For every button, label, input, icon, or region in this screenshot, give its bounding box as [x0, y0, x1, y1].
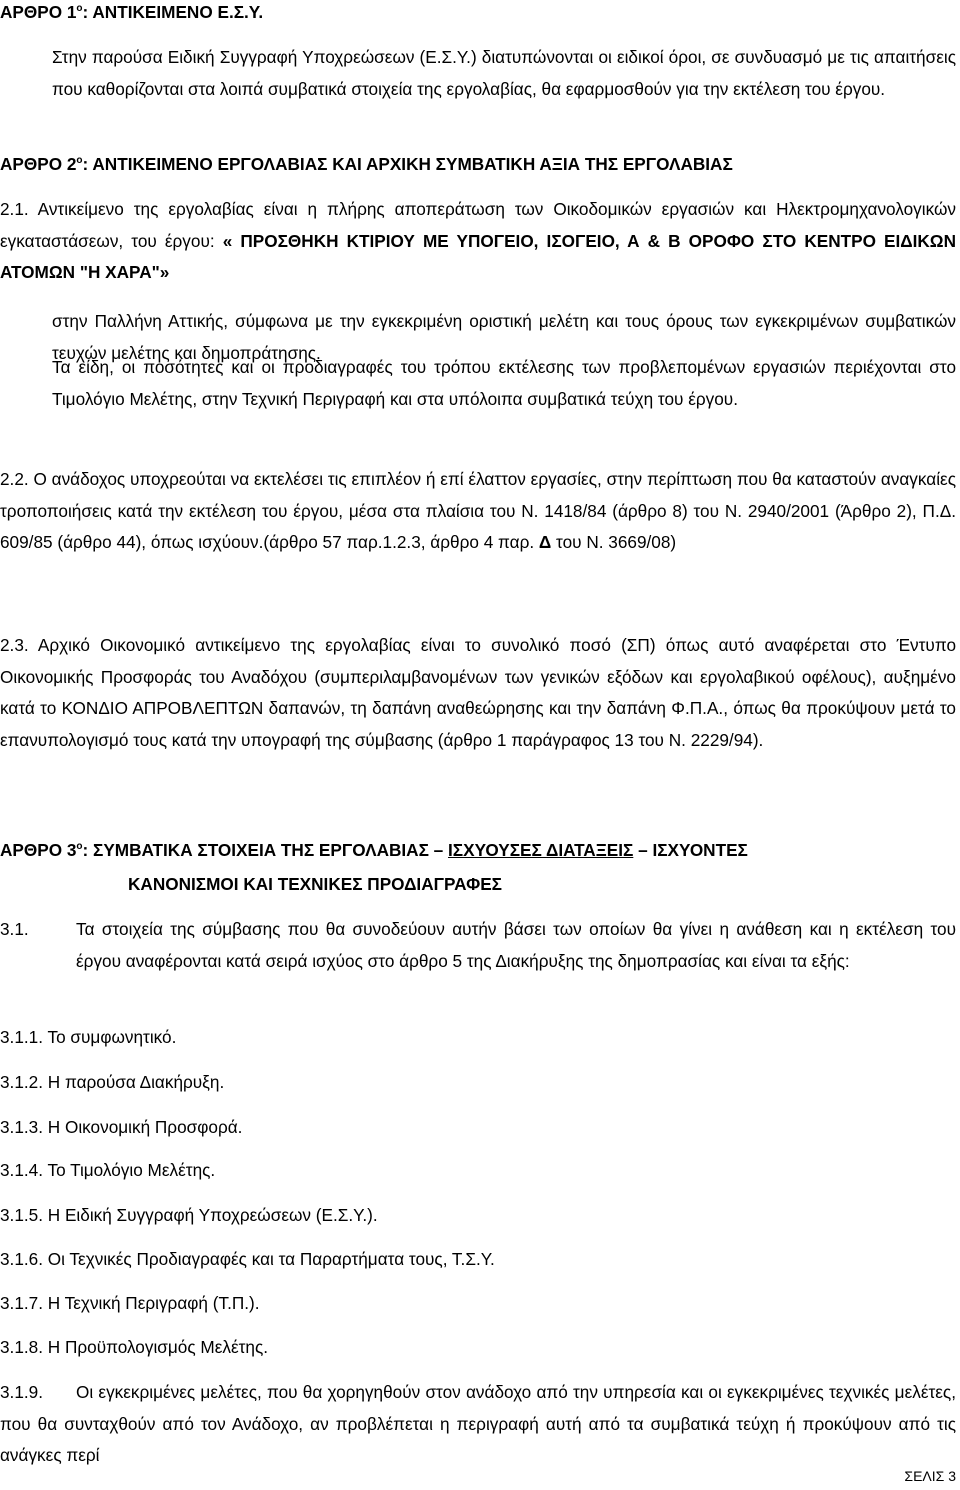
paragraph-number: 3.1.9.: [0, 1382, 44, 1402]
list-item: 3.1.6. Οι Τεχνικές Προδιαγραφές και τα Παραρτήματα τους, Τ.Σ.Υ.: [0, 1249, 495, 1269]
paragraph-2-1-items: Τα είδη, οι ποσότητες και οι προδιαγραφές του τρόπου εκτέλεσης των προβλεπομένων εργασιών περιέχονται στο Τιμολόγιο Μελέτης, στην Τεχνική Περιγραφή και στα υπόλοιπα συμβατικά τεύχη του έργου.: [52, 357, 956, 409]
paragraph-3-1-9-text: Οι εγκεκριμένες μελέτες, που θα χορηγηθούν στον ανάδοχο από την υπηρεσία και οι εγκεκριμένες τεχνικές μελέτες, που θα συνταχθούν από τον Ανάδοχο, αν προβλέπεται η περιγραφή αυτή από τα συμβατικά τεύχη ή προκύψουν από τις ανάγκες περί: [0, 1382, 956, 1465]
project-title: « ΠΡΟΣΘΗΚΗ ΚΤΙΡΙΟΥ ΜΕ ΥΠΟΓΕΙΟ, ΙΣΟΓΕΙΟ, Α & Β ΟΡΟΦΟ ΣΤΟ ΚΕΝΤΡΟ ΕΙΔΙΚΩΝ ΑΤΟΜΩΝ "Η ΧΑΡΑ"»: [0, 230, 956, 282]
article-3-heading: ΑΡΘΡΟ $3^o$: ΣΥΜΒΑΤΙΚΑ ΣΤΟΙΧΕΙΑ ΤΗΣ ΕΡΓΟΛΑΒΙΑΣ – ΙΣΧΥΟΥΣΕΣ ΔΙΑΤΑΞΕΙΣ – ΙΣΧΥΟΝΤΕΣ: [0, 840, 748, 860]
list-item: 3.1.1. Το συμφωνητικό.: [0, 1027, 177, 1047]
paragraph-3-1-text: Τα στοιχεία της σύμβασης που θα συνοδεύουν αυτήν βάσει των οποίων θα γίνει η ανάθεση και η εκτέλεση του έργου αναφέρονται κατά σειρά ισχύος στο άρθρο 5 της Διακήρυξης της δημοπρασίας και είναι τα εξής:: [76, 919, 956, 971]
article-1-paragraph: Στην παρούσα Ειδική Συγγραφή Υποχρεώσεων (Ε.Σ.Υ.) διατυπώνονται οι ειδικοί όροι, σε συνδυασμό με τις απαιτήσεις που καθορίζονται στα λοιπά συμβατικά στοιχεία της εργολαβίας, θα εφαρμοσθούν για την εκτέλεση του έργου.: [52, 47, 956, 99]
paragraph-2-1: 2.1. Αντικείμενο της εργολαβίας είναι η πλήρης αποπεράτωση των Οικοδομικών εργασιών και Ηλεκτρομηχανολογικών εγκαταστάσεων, του έργου: « ΠΡΟΣΘΗΚΗ ΚΤΙΡΙΟΥ ΜΕ ΥΠΟΓΕΙΟ, ΙΣΟΓΕΙΟ, Α & Β ΟΡΟΦΟ ΣΤΟ ΚΕΝΤΡΟ ΕΙΔΙΚΩΝ ΑΤΟΜΩΝ "Η ΧΑΡΑ"»: [0, 199, 956, 282]
list-item: 3.1.5. Η Ειδική Συγγραφή Υποχρεώσεων (Ε.Σ.Υ.).: [0, 1205, 378, 1225]
heading-dash: –: [638, 840, 648, 860]
article-1-heading: ΑΡΘΡΟ $1^o$: ΑΝΤΙΚΕΙΜΕΝΟ Ε.Σ.Υ.: [0, 2, 264, 22]
article-2-heading: ΑΡΘΡΟ $2^o$: ΑΝΤΙΚΕΙΜΕΝΟ ΕΡΓΟΛΑΒΙΑΣ ΚΑΙ ΑΡΧΙΚΗ ΣΥΜΒΑΤΙΚΗ ΑΞΙΑ ΤΗΣ ΕΡΓΟΛΑΒΙΑΣ: [0, 154, 733, 174]
page-number: ΣΕΛΙΣ 3: [904, 1468, 956, 1484]
heading-dash: –: [433, 840, 444, 860]
paragraph-2-2: 2.2. Ο ανάδοχος υποχρεούται να εκτελέσει τις επιπλέον ή επί έλαττον εργασίες, στην περίπτωση που θα καταστούν αναγκαίες τροποποιήσεις κατά την εκτέλεση του έργου, μέσα στα πλαίσια του Ν. 1418/84 (άρθρο 8) του Ν. 2940/2001 (Άρθρο 2), Π.Δ. 609/85 (άρθρο 44), όπως ισχύουν.(άρθρο 57 παρ.1.2.3, άρθρο 4 παρ. Δ του Ν. 3669/08): [0, 469, 956, 552]
list-item: 3.1.8. Η Προϋπολογισμός Μελέτης.: [0, 1337, 269, 1357]
list-item: 3.1.2. Η παρούσα Διακήρυξη.: [0, 1072, 225, 1092]
article-3-heading-line2: ΚΑΝΟΝΙΣΜΟΙ ΚΑΙ ΤΕΧΝΙΚΕΣ ΠΡΟΔΙΑΓΡΑΦΕΣ: [128, 874, 502, 894]
paragraph-2-1-continued: στην Παλλήνη Αττικής, σύμφωνα με την εγκεκριμένη οριστική μελέτη και τους όρους των εγκεκριμένων συμβατικών τευχών μελέτης και δημοπράτησης.: [52, 311, 956, 363]
paragraph-number: 3.1.: [0, 919, 29, 939]
list-item: 3.1.7. Η Τεχνική Περιγραφή (Τ.Π.).: [0, 1293, 260, 1313]
paragraph-2-3: 2.3. Αρχικό Οικονομικό αντικείμενο της εργολαβίας είναι το συνολικό ποσό (ΣΠ) όπως αυτό αναφέρεται στο Έντυπο Οικονομικής Προσφοράς του Αναδόχου (συμπεριλαμβανομένων των γενικών εξόδων και εργολαβικού οφέλους), αυξημένο κατά το ΚΟΝΔΙΟ ΑΠΡΟΒΛΕΠΤΩΝ δαπανών, τη δαπάνη αναθεώρησης και την δαπάνη Φ.Π.Α., όπως θα προκύψουν μετά το επανυπολογισμό τους κατά την υπογραφή της σύμβασης (άρθρο 1 παράγραφος 13 του Ν. 2229/94).: [0, 635, 956, 750]
list-item: 3.1.4. Το Τιμολόγιο Μελέτης.: [0, 1160, 216, 1180]
list-item: 3.1.3. Η Οικονομική Προσφορά.: [0, 1117, 243, 1137]
